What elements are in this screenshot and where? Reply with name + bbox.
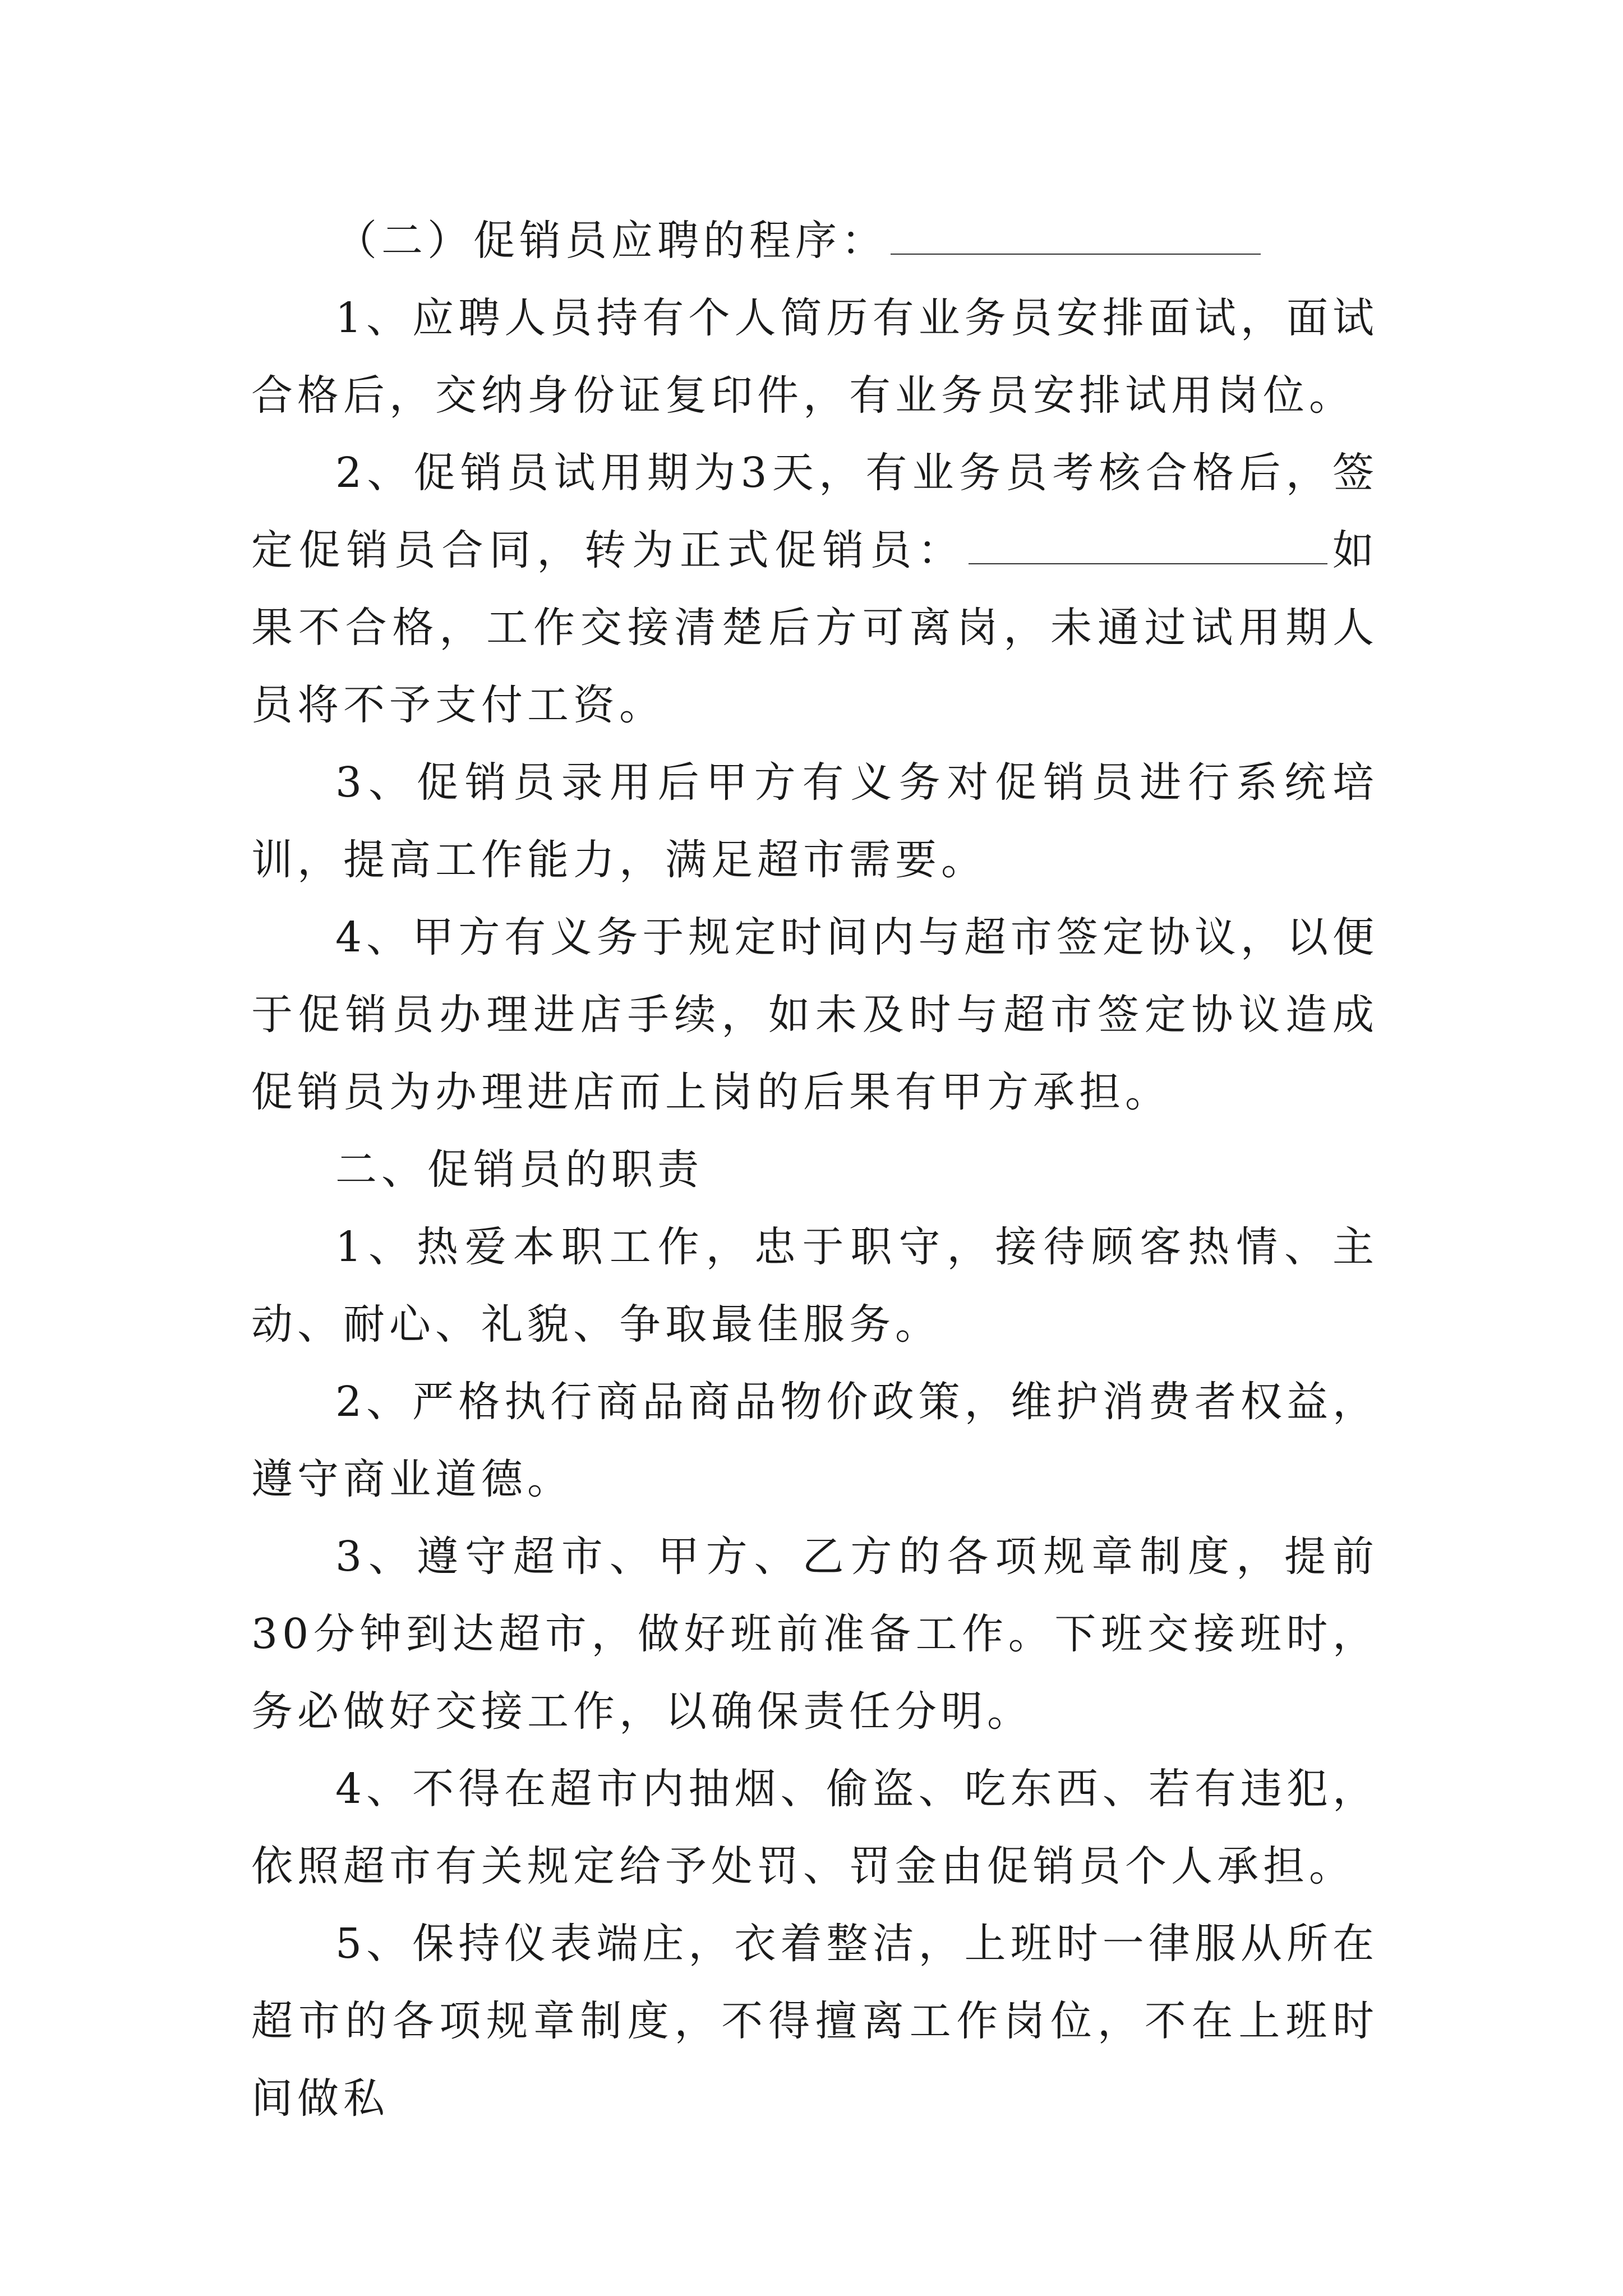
paragraph-text: （二）促销员应聘的程序：	[335, 217, 887, 265]
paragraph-text: 2、促销员试用期为3天，有业务员考核合格后，签定促销员合同，转为正式促销员：	[251, 449, 1378, 574]
section-heading-responsibilities: 二、促销员的职责	[335, 1145, 703, 1194]
fill-in-blank[interactable]	[891, 214, 1261, 255]
paragraph-procedure-3: 3、促销员录用后甲方有义务对促销员进行系统培训，提高工作能力，满足超市需要。	[251, 758, 1378, 884]
paragraph-procedure-1: 1、应聘人员持有个人简历有业务员安排面试，面试合格后，交纳身份证复印件，有业务员安排试用岗位。	[251, 294, 1378, 420]
paragraph-text: 如果不合格，工作交接清楚后方可离岗，未通过试用期人员将不予支付工资。	[251, 526, 1378, 729]
paragraph-duty-3: 3、遵守超市、甲方、乙方的各项规章制度，提前30分钟到达超市，做好班前准备工作。下班交接班时，务必做好交接工作，以确保责任分明。	[251, 1533, 1378, 1736]
paragraph-duty-2: 2、严格执行商品商品物价政策，维护消费者权益，遵守商业道德。	[251, 1378, 1378, 1503]
fill-in-blank[interactable]	[969, 524, 1327, 564]
document-body	[251, 202, 1378, 2137]
paragraph-duty-1: 1、热爱本职工作，忠于职守，接待顾客热情、主动、耐心、礼貌、争取最佳服务。	[251, 1223, 1378, 1349]
paragraph-procedure-4: 4、甲方有义务于规定时间内与超市签定协议，以便于促销员办理进店手续，如未及时与超市签定协议造成促销员为办理进店而上岗的后果有甲方承担。	[251, 913, 1378, 1116]
paragraph-duty-4: 4、不得在超市内抽烟、偷盗、吃东西、若有违犯，依照超市有关规定给予处罚、罚金由促销员个人承担。	[251, 1765, 1378, 1890]
paragraph-procedure-2	[251, 434, 1378, 744]
section-heading-application-procedure	[251, 202, 1378, 279]
paragraph-duty-5: 5、保持仪表端庄，衣着整洁，上班时一律服从所在超市的各项规章制度，不得擅离工作岗位，不在上班时间做私	[251, 1920, 1378, 2123]
